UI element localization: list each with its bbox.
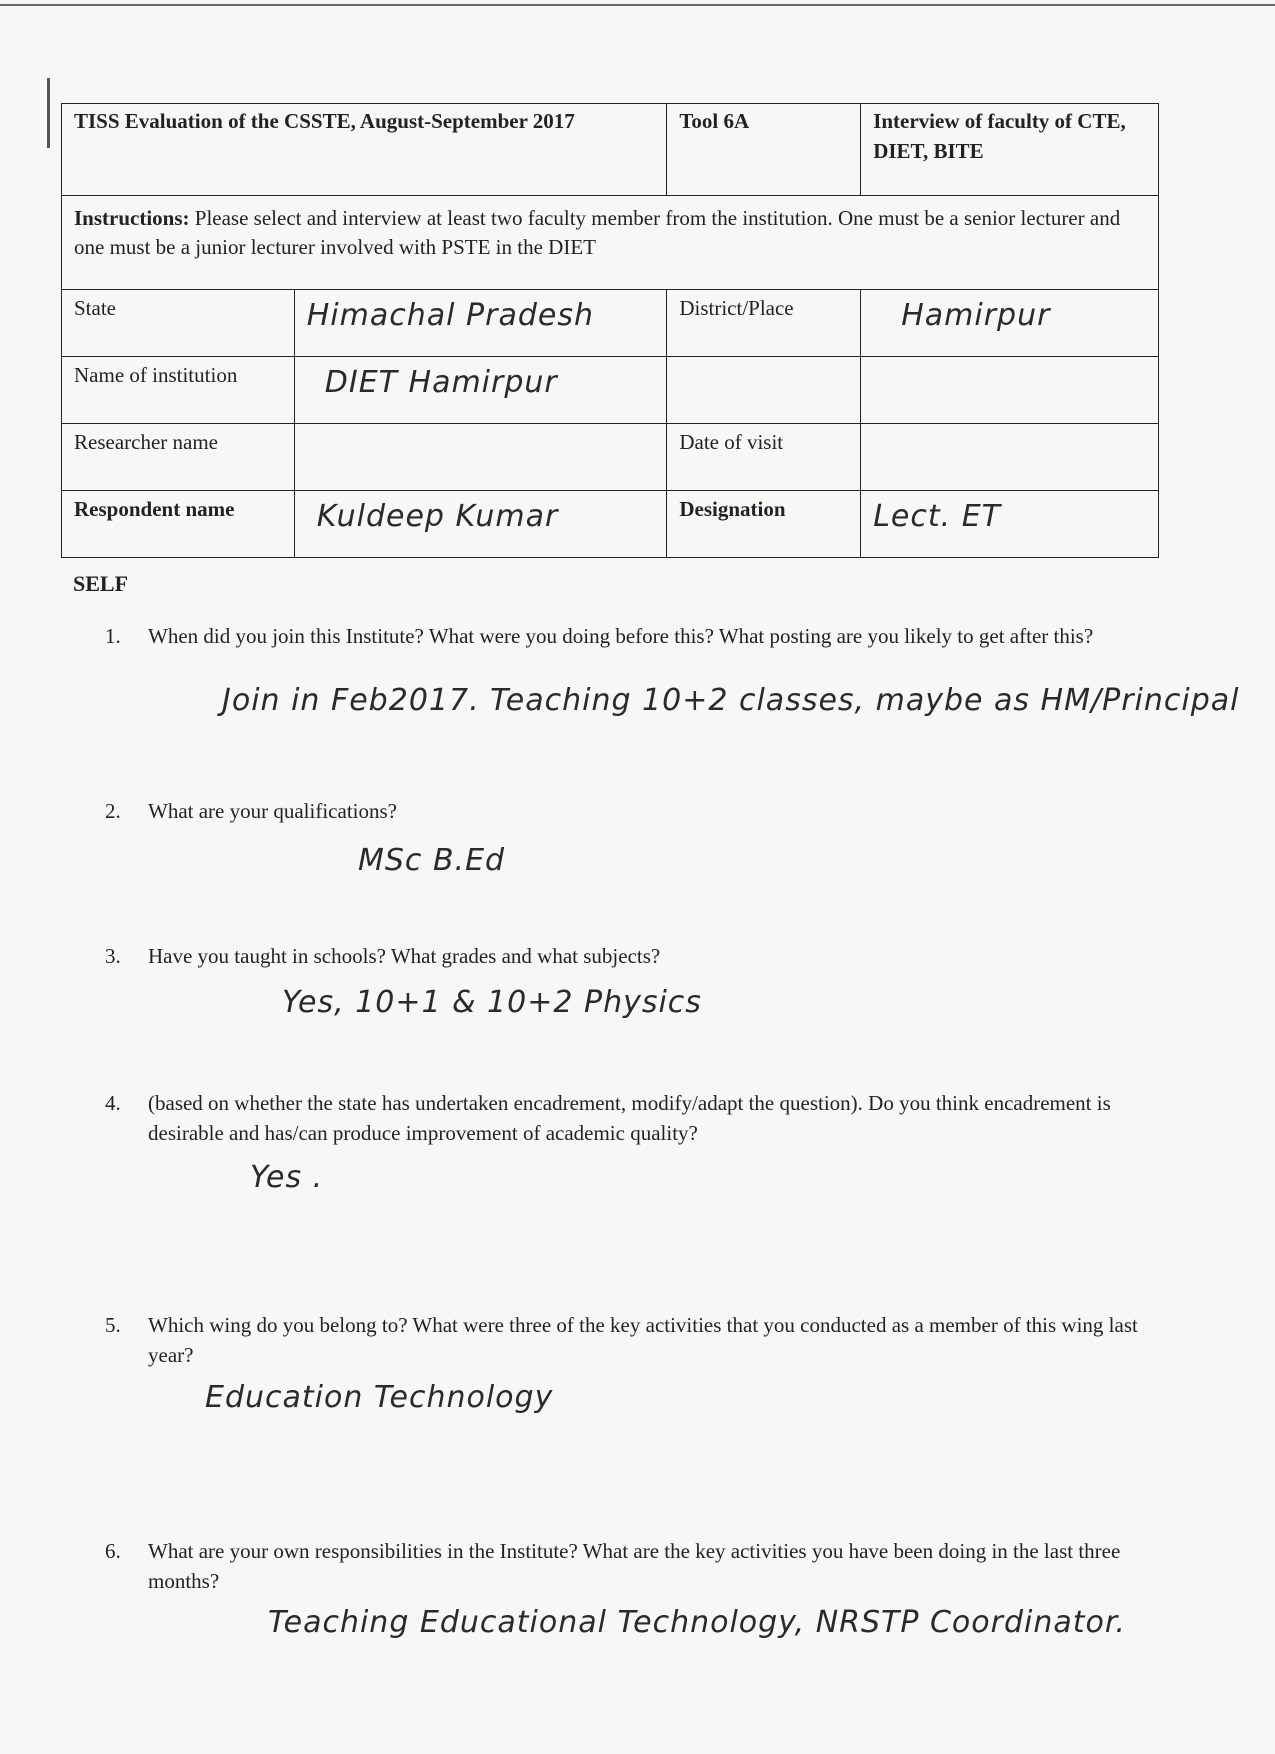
question-text: When did you join this Institute? What were you doing before this? What posting are you likely to get after this?	[148, 624, 1094, 648]
instructions-label: Instructions:	[74, 206, 190, 230]
respondent-label: Respondent name	[62, 491, 295, 558]
district-value[interactable]: Hamirpur	[861, 290, 1159, 357]
question-2	[105, 796, 1145, 826]
institution-label: Name of institution	[62, 357, 295, 424]
answer-3[interactable]: Yes, 10+1 & 10+2 Physics	[282, 985, 702, 1020]
question-3	[105, 941, 1145, 971]
researcher-label: Researcher name	[62, 424, 295, 491]
section-heading: SELF	[73, 571, 129, 596]
question-text: (based on whether the state has undertaken encadrement, modify/adapt the question). Do you think encadrement is desirable and has/can produce improvement of academic quality?	[148, 1091, 1111, 1145]
answer-5[interactable]: Education Technology	[205, 1380, 554, 1415]
researcher-value[interactable]	[294, 424, 667, 491]
page-top-edge	[0, 4, 1275, 6]
district-label: District/Place	[667, 290, 861, 357]
question-4	[105, 1088, 1145, 1148]
question-number: 6.	[105, 1539, 121, 1563]
designation-value[interactable]: Lect. ET	[861, 491, 1159, 558]
header-form-table	[61, 103, 1159, 558]
instructions	[62, 196, 1159, 290]
tool-label: Tool 6A	[667, 104, 861, 196]
interview-type: Interview of faculty of CTE, DIET, BITE	[861, 104, 1159, 196]
question-text: Have you taught in schools? What grades and what subjects?	[148, 944, 661, 968]
answer-6[interactable]: Teaching Educational Technology, NRSTP Coordinator.	[268, 1605, 1126, 1640]
question-number: 2.	[105, 799, 121, 823]
form-title: TISS Evaluation of the CSSTE, August-September 2017	[62, 104, 667, 196]
answer-2[interactable]: MSc B.Ed	[358, 843, 506, 878]
date-value[interactable]	[861, 424, 1159, 491]
question-5	[105, 1310, 1145, 1370]
answer-1[interactable]: Join in Feb2017. Teaching 10+2 classes, maybe as HM/Principal	[222, 683, 1240, 718]
blank-cell	[667, 357, 861, 424]
question-text: Which wing do you belong to? What were three of the key activities that you conducted as a member of this wing last year?	[148, 1313, 1138, 1367]
question-number: 1.	[105, 624, 121, 648]
state-label: State	[62, 290, 295, 357]
state-value[interactable]: Himachal Pradesh	[294, 290, 667, 357]
designation-label: Designation	[667, 491, 861, 558]
respondent-value[interactable]: Kuldeep Kumar	[294, 491, 667, 558]
question-1	[105, 621, 1145, 651]
question-number: 4.	[105, 1091, 121, 1115]
binding-mark	[47, 78, 50, 148]
blank-cell	[861, 357, 1159, 424]
institution-value[interactable]: DIET Hamirpur	[294, 357, 667, 424]
date-label: Date of visit	[667, 424, 861, 491]
question-number: 3.	[105, 944, 121, 968]
question-text: What are your own responsibilities in the Institute? What are the key activities you have been doing in the last three months?	[148, 1539, 1121, 1593]
question-number: 5.	[105, 1313, 121, 1337]
question-6	[105, 1536, 1145, 1596]
answer-4[interactable]: Yes .	[250, 1160, 324, 1195]
question-text: What are your qualifications?	[148, 799, 397, 823]
instructions-text: Please select and interview at least two faculty member from the institution. One must be a senior lecturer and one must be a junior lecturer involved with PSTE in the DIET	[74, 206, 1121, 259]
